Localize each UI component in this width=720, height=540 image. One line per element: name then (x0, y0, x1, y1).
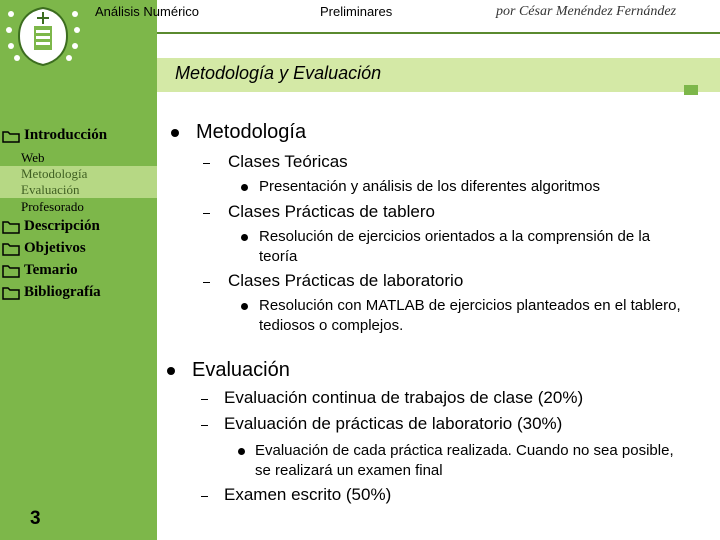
item-clases-teoricas: Clases Teóricas (228, 152, 348, 171)
sidebar-item-evaluacion[interactable] (21, 182, 79, 198)
subitem-laboratorio: Resolución con MATLAB de ejercicios planteados en el tablero, tediosos o complejos. (259, 297, 681, 334)
sidebar-item-temario[interactable] (2, 262, 78, 279)
heading-metodologia: Metodología (196, 121, 307, 143)
sidebar-item-descripcion[interactable] (2, 218, 100, 235)
folder-icon (2, 220, 20, 234)
sidebar-item-label: Bibliografía (24, 284, 101, 300)
sidebar-item-bibliografia[interactable] (2, 284, 101, 301)
header-divider (157, 32, 720, 34)
sidebar-item-label: Metodología (21, 166, 88, 181)
sidebar-item-label: Evaluación (21, 182, 80, 197)
sidebar-item-label: Temario (24, 262, 78, 278)
item-clases-laboratorio: Clases Prácticas de laboratorio (228, 271, 464, 290)
bullet-dash (203, 282, 210, 283)
slide-title: Metodología y Evaluación (175, 63, 382, 83)
sidebar-item-label: Objetivos (24, 240, 86, 256)
folder-icon (2, 286, 20, 300)
bullet-dot (238, 448, 245, 455)
item-clases-tablero: Clases Prácticas de tablero (228, 202, 435, 221)
bullet-dash (201, 425, 208, 426)
page-number: 3 (30, 508, 41, 529)
sidebar-item-web[interactable] (21, 150, 45, 166)
sidebar-item-label: Descripción (24, 218, 100, 234)
subitem-tablero: Resolución de ejercicios orientados a la comprensión de la teoría (259, 228, 651, 265)
bullet-dot (241, 184, 248, 191)
course-title: Análisis Numérico (95, 4, 200, 19)
section-title: Preliminares (320, 4, 393, 19)
sidebar-item-label: Introducción (24, 127, 108, 143)
bullet-dot (241, 303, 248, 310)
item-examen-escrito: Examen escrito (50%) (224, 485, 392, 504)
header-bar (95, 0, 720, 32)
sidebar-item-label: Web (21, 150, 45, 165)
bullet-dash (201, 496, 208, 497)
sidebar-item-profesorado[interactable] (21, 199, 84, 215)
bullet-dash (201, 399, 208, 400)
bullet-dash (203, 163, 210, 164)
university-crest-icon (3, 2, 83, 68)
bullet-dash (203, 213, 210, 214)
bullet-dot (241, 234, 248, 241)
subitem-evaluacion-practicas: Evaluación de cada práctica realizada. Cuando no sea posible, se realizará un examen final (255, 442, 674, 479)
sidebar-item-metodologia[interactable] (21, 166, 87, 182)
bullet-dot (171, 129, 179, 137)
sidebar-item-introduccion[interactable] (2, 127, 107, 144)
folder-icon (2, 242, 20, 256)
heading-evaluacion: Evaluación (192, 359, 290, 381)
folder-icon (2, 264, 20, 278)
item-evaluacion-continua: Evaluación continua de trabajos de clase (20%) (224, 388, 584, 407)
item-evaluacion-practicas: Evaluación de prácticas de laboratorio (30%) (224, 414, 563, 433)
banner-accent (684, 85, 698, 95)
bullet-dot (167, 367, 175, 375)
folder-open-icon (2, 129, 20, 143)
sidebar-item-label: Profesorado (21, 199, 84, 214)
sidebar-item-objetivos[interactable] (2, 240, 86, 257)
subitem-teoricas: Presentación y análisis de los diferentes algoritmos (259, 178, 601, 195)
author-credit: por César Menéndez Fernández (496, 4, 677, 19)
